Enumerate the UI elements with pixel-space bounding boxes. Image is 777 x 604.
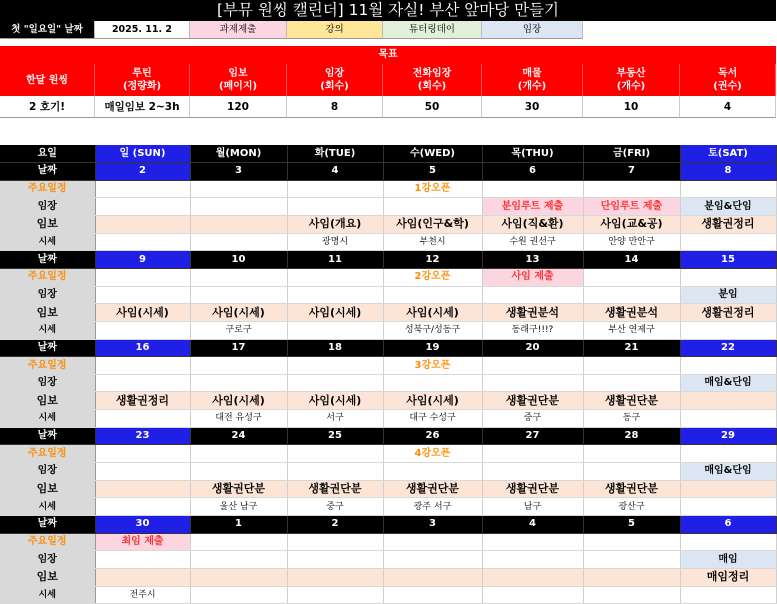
date-cell[interactable]: 29 xyxy=(680,427,776,445)
imjang-cell[interactable]: 단임루트 제출 xyxy=(583,198,680,216)
event-cell[interactable] xyxy=(95,180,190,198)
sise-row-label: 시세 xyxy=(0,410,95,428)
imjang-cell[interactable] xyxy=(190,286,287,304)
imbo-cell[interactable]: 생활권단분 xyxy=(287,480,383,498)
sise-cell[interactable]: 서구 xyxy=(287,410,383,428)
imjang-cell[interactable] xyxy=(95,198,190,216)
date-cell[interactable]: 15 xyxy=(680,251,776,269)
imbo-cell[interactable]: 매임정리 xyxy=(680,568,776,586)
imbo-cell[interactable]: 사임(시세) xyxy=(287,304,383,322)
event-cell[interactable] xyxy=(680,180,776,198)
goal-header-imjang: 임장 (회수) xyxy=(287,64,383,96)
imbo-cell[interactable]: 사임(인구&학) xyxy=(383,216,482,234)
goal-header-oneshot: 한달 원씽 xyxy=(0,64,95,96)
imbo-cell[interactable]: 생활권단분 xyxy=(482,480,583,498)
sise-cell[interactable] xyxy=(680,498,776,516)
imjang-cell[interactable]: 매임&단임 xyxy=(680,463,776,481)
events-row xyxy=(0,268,776,286)
sise-cell[interactable]: 부천시 xyxy=(383,233,482,251)
sise-row-label: 시세 xyxy=(0,233,95,251)
imbo-row-label: 임보 xyxy=(0,392,95,410)
sise-cell[interactable]: 구로구 xyxy=(190,321,287,339)
weekday-header-row xyxy=(0,145,776,163)
sise-cell[interactable]: 안양 만안구 xyxy=(583,233,680,251)
events-row-label: 주요일정 xyxy=(0,357,95,375)
imbo-cell[interactable] xyxy=(583,568,680,586)
date-cell[interactable]: 4 xyxy=(482,515,583,533)
event-cell[interactable] xyxy=(482,445,583,463)
imjang-cell[interactable] xyxy=(383,463,482,481)
imjang-row xyxy=(0,198,776,216)
date-cell[interactable]: 26 xyxy=(383,427,482,445)
imjang-row-label: 임장 xyxy=(0,463,95,481)
imjang-cell[interactable] xyxy=(287,198,383,216)
sise-cell[interactable] xyxy=(95,321,190,339)
date-row xyxy=(0,163,776,181)
events-row xyxy=(0,180,776,198)
goal-value-phone-imjang[interactable]: 50 xyxy=(383,96,482,118)
event-cell[interactable] xyxy=(287,268,383,286)
date-cell[interactable]: 10 xyxy=(190,251,287,269)
imjang-cell[interactable]: 매임 xyxy=(680,551,776,569)
sise-cell[interactable]: 광산구 xyxy=(583,498,680,516)
imbo-cell[interactable] xyxy=(680,392,776,410)
sise-cell[interactable]: 성북구/성동구 xyxy=(383,321,482,339)
imbo-cell[interactable]: 생활권정리 xyxy=(95,392,190,410)
imjang-cell[interactable] xyxy=(190,374,287,392)
sise-cell[interactable] xyxy=(583,586,680,604)
imjang-row xyxy=(0,286,776,304)
imbo-row xyxy=(0,304,776,322)
imbo-cell[interactable] xyxy=(95,480,190,498)
events-row-label: 주요일정 xyxy=(0,180,95,198)
event-cell[interactable] xyxy=(482,180,583,198)
date-cell[interactable]: 13 xyxy=(482,251,583,269)
date-cell[interactable]: 18 xyxy=(287,339,383,357)
event-cell[interactable] xyxy=(583,180,680,198)
imjang-cell[interactable] xyxy=(583,374,680,392)
sise-cell[interactable]: 광명시 xyxy=(287,233,383,251)
imbo-row xyxy=(0,392,776,410)
legend-submit: 과제제출 xyxy=(190,21,287,39)
event-cell[interactable]: 1강오픈 xyxy=(383,180,482,198)
sise-row xyxy=(0,498,776,516)
sise-row-label: 시세 xyxy=(0,586,95,604)
sise-cell[interactable]: 동래구!!!? xyxy=(482,321,583,339)
imjang-cell[interactable] xyxy=(95,286,190,304)
sise-row xyxy=(0,233,776,251)
event-cell[interactable] xyxy=(287,180,383,198)
event-cell[interactable] xyxy=(287,357,383,375)
event-cell[interactable]: 3강오픈 xyxy=(383,357,482,375)
event-cell[interactable] xyxy=(95,357,190,375)
sise-cell[interactable] xyxy=(190,233,287,251)
imbo-row-label: 임보 xyxy=(0,216,95,234)
event-cell[interactable] xyxy=(287,533,383,551)
event-cell[interactable]: 사임 제출 xyxy=(482,268,583,286)
imbo-cell[interactable]: 사임(직&환) xyxy=(482,216,583,234)
imjang-cell[interactable] xyxy=(383,198,482,216)
events-row-label: 주요일정 xyxy=(0,268,95,286)
imjang-row-label: 임장 xyxy=(0,551,95,569)
imjang-cell[interactable] xyxy=(287,286,383,304)
events-row xyxy=(0,357,776,375)
event-cell[interactable] xyxy=(583,268,680,286)
sise-cell[interactable] xyxy=(95,410,190,428)
sise-cell[interactable] xyxy=(190,586,287,604)
date-row-label: 날짜 xyxy=(0,515,95,533)
imjang-cell[interactable]: 매임&단임 xyxy=(680,374,776,392)
imjang-cell[interactable] xyxy=(383,551,482,569)
goal-value-routine[interactable]: 매일임보 2~3h xyxy=(95,96,190,118)
goal-header-phone-imjang: 전화임장 (회수) xyxy=(383,64,482,96)
sise-cell[interactable] xyxy=(680,233,776,251)
event-cell[interactable] xyxy=(190,533,287,551)
imjang-cell[interactable] xyxy=(95,551,190,569)
imjang-cell[interactable] xyxy=(190,463,287,481)
sise-cell[interactable] xyxy=(482,586,583,604)
first-sunday-label: 첫 "일요일" 날짜 xyxy=(0,21,95,39)
event-cell[interactable] xyxy=(383,533,482,551)
event-cell[interactable] xyxy=(583,533,680,551)
imjang-row-label: 임장 xyxy=(0,198,95,216)
goal-value-listings[interactable]: 30 xyxy=(482,96,583,118)
goal-header-reading: 독서 (권수) xyxy=(680,64,776,96)
date-row xyxy=(0,339,776,357)
event-cell[interactable]: 2강오픈 xyxy=(383,268,482,286)
sise-cell[interactable] xyxy=(383,586,482,604)
goal-header-routine: 루틴 (정량화) xyxy=(95,64,190,96)
sise-cell[interactable] xyxy=(680,321,776,339)
date-row-label: 날짜 xyxy=(0,251,95,269)
event-cell[interactable] xyxy=(190,268,287,286)
imbo-row-label: 임보 xyxy=(0,568,95,586)
goal-value-imjang[interactable]: 8 xyxy=(287,96,383,118)
imjang-cell[interactable] xyxy=(583,463,680,481)
imjang-cell[interactable]: 분임 xyxy=(680,286,776,304)
event-cell[interactable] xyxy=(680,268,776,286)
imjang-cell[interactable] xyxy=(190,551,287,569)
imbo-cell[interactable]: 생활권단분 xyxy=(383,480,482,498)
sise-cell[interactable] xyxy=(287,586,383,604)
imbo-cell[interactable]: 생활권단분 xyxy=(190,480,287,498)
sise-cell[interactable]: 중구 xyxy=(482,410,583,428)
goals-title: 목표 xyxy=(0,46,776,64)
event-cell[interactable] xyxy=(95,268,190,286)
imbo-cell[interactable]: 사임(시세) xyxy=(383,392,482,410)
weekday-7: 토(SAT) xyxy=(680,145,776,163)
imbo-row xyxy=(0,480,776,498)
imbo-cell[interactable]: 생활권단분 xyxy=(583,480,680,498)
imbo-cell[interactable]: 사임(교&공) xyxy=(583,216,680,234)
sise-cell[interactable] xyxy=(680,410,776,428)
date-cell[interactable]: 5 xyxy=(383,163,482,181)
imjang-row xyxy=(0,374,776,392)
weekday-label: 요일 xyxy=(0,145,95,163)
imbo-cell[interactable]: 사임(시세) xyxy=(95,304,190,322)
imbo-cell[interactable]: 생활권정리 xyxy=(680,216,776,234)
event-cell[interactable] xyxy=(583,357,680,375)
sise-row xyxy=(0,410,776,428)
calendar-table xyxy=(0,145,777,604)
goal-value-imbo[interactable]: 120 xyxy=(190,96,287,118)
legend-tutoring: 튜터링데이 xyxy=(383,21,482,39)
sise-row xyxy=(0,586,776,604)
event-cell[interactable] xyxy=(95,445,190,463)
imjang-cell[interactable] xyxy=(287,551,383,569)
event-cell[interactable] xyxy=(482,357,583,375)
goal-value-oneshot[interactable]: 2 호기! xyxy=(0,96,95,118)
date-cell[interactable]: 2 xyxy=(95,163,190,181)
event-cell[interactable] xyxy=(680,533,776,551)
imjang-cell[interactable] xyxy=(482,374,583,392)
imjang-row xyxy=(0,463,776,481)
date-row-label: 날짜 xyxy=(0,163,95,181)
start-date-cell[interactable]: 2025. 11. 2 xyxy=(95,21,190,39)
imbo-row xyxy=(0,216,776,234)
event-cell[interactable] xyxy=(482,533,583,551)
imjang-cell[interactable] xyxy=(287,374,383,392)
event-cell[interactable] xyxy=(190,445,287,463)
date-cell[interactable]: 14 xyxy=(583,251,680,269)
imjang-cell[interactable] xyxy=(95,374,190,392)
sise-cell[interactable]: 수원 권선구 xyxy=(482,233,583,251)
date-cell[interactable]: 22 xyxy=(680,339,776,357)
imbo-row-label: 임보 xyxy=(0,304,95,322)
sise-cell[interactable] xyxy=(680,586,776,604)
imjang-cell[interactable]: 분임루트 제출 xyxy=(482,198,583,216)
events-row-label: 주요일정 xyxy=(0,445,95,463)
legend-imjang: 임장 xyxy=(482,21,583,39)
date-cell[interactable]: 7 xyxy=(583,163,680,181)
weekday-2: 월(MON) xyxy=(190,145,287,163)
imbo-cell[interactable] xyxy=(482,568,583,586)
sise-cell[interactable] xyxy=(287,321,383,339)
sise-row-label: 시세 xyxy=(0,321,95,339)
imjang-row-label: 임장 xyxy=(0,374,95,392)
imbo-cell[interactable] xyxy=(190,568,287,586)
imjang-cell[interactable] xyxy=(190,198,287,216)
imbo-cell[interactable] xyxy=(383,568,482,586)
sise-cell[interactable]: 부산 연제구 xyxy=(583,321,680,339)
imbo-cell[interactable]: 생활권분석 xyxy=(482,304,583,322)
date-cell[interactable]: 3 xyxy=(190,163,287,181)
imbo-cell[interactable] xyxy=(95,568,190,586)
event-cell[interactable] xyxy=(680,445,776,463)
date-cell[interactable]: 6 xyxy=(482,163,583,181)
date-row xyxy=(0,427,776,445)
sise-cell[interactable]: 동구 xyxy=(583,410,680,428)
sise-cell[interactable]: 대전 유성구 xyxy=(190,410,287,428)
imbo-cell[interactable] xyxy=(287,568,383,586)
date-cell[interactable]: 8 xyxy=(680,163,776,181)
sise-cell[interactable]: 전주시 xyxy=(95,586,190,604)
date-cell[interactable]: 16 xyxy=(95,339,190,357)
event-cell[interactable] xyxy=(190,180,287,198)
imjang-cell[interactable] xyxy=(482,286,583,304)
date-cell[interactable]: 4 xyxy=(287,163,383,181)
date-cell[interactable]: 5 xyxy=(583,515,680,533)
sise-cell[interactable]: 울산 남구 xyxy=(190,498,287,516)
goal-value-reading[interactable]: 4 xyxy=(680,96,776,118)
date-cell[interactable]: 25 xyxy=(287,427,383,445)
date-row-label: 날짜 xyxy=(0,339,95,357)
date-cell[interactable]: 12 xyxy=(383,251,482,269)
events-row-label: 주요일정 xyxy=(0,533,95,551)
imjang-cell[interactable] xyxy=(95,463,190,481)
imbo-cell[interactable]: 사임(시세) xyxy=(190,304,287,322)
date-cell[interactable]: 6 xyxy=(680,515,776,533)
date-cell[interactable]: 19 xyxy=(383,339,482,357)
imjang-row xyxy=(0,551,776,569)
date-cell[interactable]: 9 xyxy=(95,251,190,269)
imbo-row xyxy=(0,568,776,586)
weekday-4: 수(WED) xyxy=(383,145,482,163)
sise-cell[interactable] xyxy=(95,233,190,251)
weekday-5: 목(THU) xyxy=(482,145,583,163)
date-cell[interactable]: 2 xyxy=(287,515,383,533)
sise-cell[interactable]: 광주 서구 xyxy=(383,498,482,516)
date-row-label: 날짜 xyxy=(0,427,95,445)
date-cell[interactable]: 28 xyxy=(583,427,680,445)
event-cell[interactable]: 4강오픈 xyxy=(383,445,482,463)
legend-lecture: 강의 xyxy=(287,21,383,39)
imjang-cell[interactable]: 분임&단임 xyxy=(680,198,776,216)
event-cell[interactable]: 최임 제출 xyxy=(95,533,190,551)
goal-header-agency: 부동산 (개수) xyxy=(583,64,680,96)
weekday-6: 금(FRI) xyxy=(583,145,680,163)
goal-header-imbo: 임보 (페이지) xyxy=(190,64,287,96)
imbo-cell[interactable]: 사임(시세) xyxy=(383,304,482,322)
date-cell[interactable]: 3 xyxy=(383,515,482,533)
sise-row-label: 시세 xyxy=(0,498,95,516)
events-row xyxy=(0,445,776,463)
date-row xyxy=(0,515,776,533)
date-cell[interactable]: 11 xyxy=(287,251,383,269)
imjang-cell[interactable] xyxy=(583,286,680,304)
sise-cell[interactable]: 대구 수성구 xyxy=(383,410,482,428)
imbo-cell[interactable]: 사임(시세) xyxy=(287,392,383,410)
imbo-cell[interactable] xyxy=(680,480,776,498)
imjang-cell[interactable] xyxy=(482,551,583,569)
sise-cell[interactable]: 남구 xyxy=(482,498,583,516)
date-cell[interactable]: 30 xyxy=(95,515,190,533)
imbo-cell[interactable] xyxy=(95,216,190,234)
imbo-cell[interactable]: 생활권단분 xyxy=(482,392,583,410)
page-title: [부뮤 원씽 캘린더] 11월 자실! 부산 앞마당 만들기 xyxy=(0,0,776,21)
imbo-cell[interactable]: 생활권단분 xyxy=(583,392,680,410)
imjang-cell[interactable] xyxy=(383,374,482,392)
imjang-cell[interactable] xyxy=(583,551,680,569)
date-cell[interactable]: 20 xyxy=(482,339,583,357)
imbo-row-label: 임보 xyxy=(0,480,95,498)
event-cell[interactable] xyxy=(287,445,383,463)
date-row xyxy=(0,251,776,269)
date-cell[interactable]: 23 xyxy=(95,427,190,445)
imjang-row-label: 임장 xyxy=(0,286,95,304)
sise-cell[interactable] xyxy=(95,498,190,516)
sise-row xyxy=(0,321,776,339)
imbo-cell[interactable]: 생활권분석 xyxy=(583,304,680,322)
date-cell[interactable]: 27 xyxy=(482,427,583,445)
event-cell[interactable] xyxy=(680,357,776,375)
imbo-cell[interactable]: 사임(개요) xyxy=(287,216,383,234)
goal-header-listings: 매물 (개수) xyxy=(482,64,583,96)
imbo-cell[interactable]: 생활권정리 xyxy=(680,304,776,322)
weekday-3: 화(TUE) xyxy=(287,145,383,163)
date-cell[interactable]: 24 xyxy=(190,427,287,445)
weekday-1: 일 (SUN) xyxy=(95,145,190,163)
goal-value-agency[interactable]: 10 xyxy=(583,96,680,118)
imbo-cell[interactable]: 사임(시세) xyxy=(190,392,287,410)
imjang-cell[interactable] xyxy=(287,463,383,481)
events-row xyxy=(0,533,776,551)
date-cell[interactable]: 1 xyxy=(190,515,287,533)
event-cell[interactable] xyxy=(190,357,287,375)
imjang-cell[interactable] xyxy=(482,463,583,481)
event-cell[interactable] xyxy=(583,445,680,463)
imjang-cell[interactable] xyxy=(383,286,482,304)
sise-cell[interactable]: 중구 xyxy=(287,498,383,516)
date-cell[interactable]: 21 xyxy=(583,339,680,357)
date-cell[interactable]: 17 xyxy=(190,339,287,357)
imbo-cell[interactable] xyxy=(190,216,287,234)
